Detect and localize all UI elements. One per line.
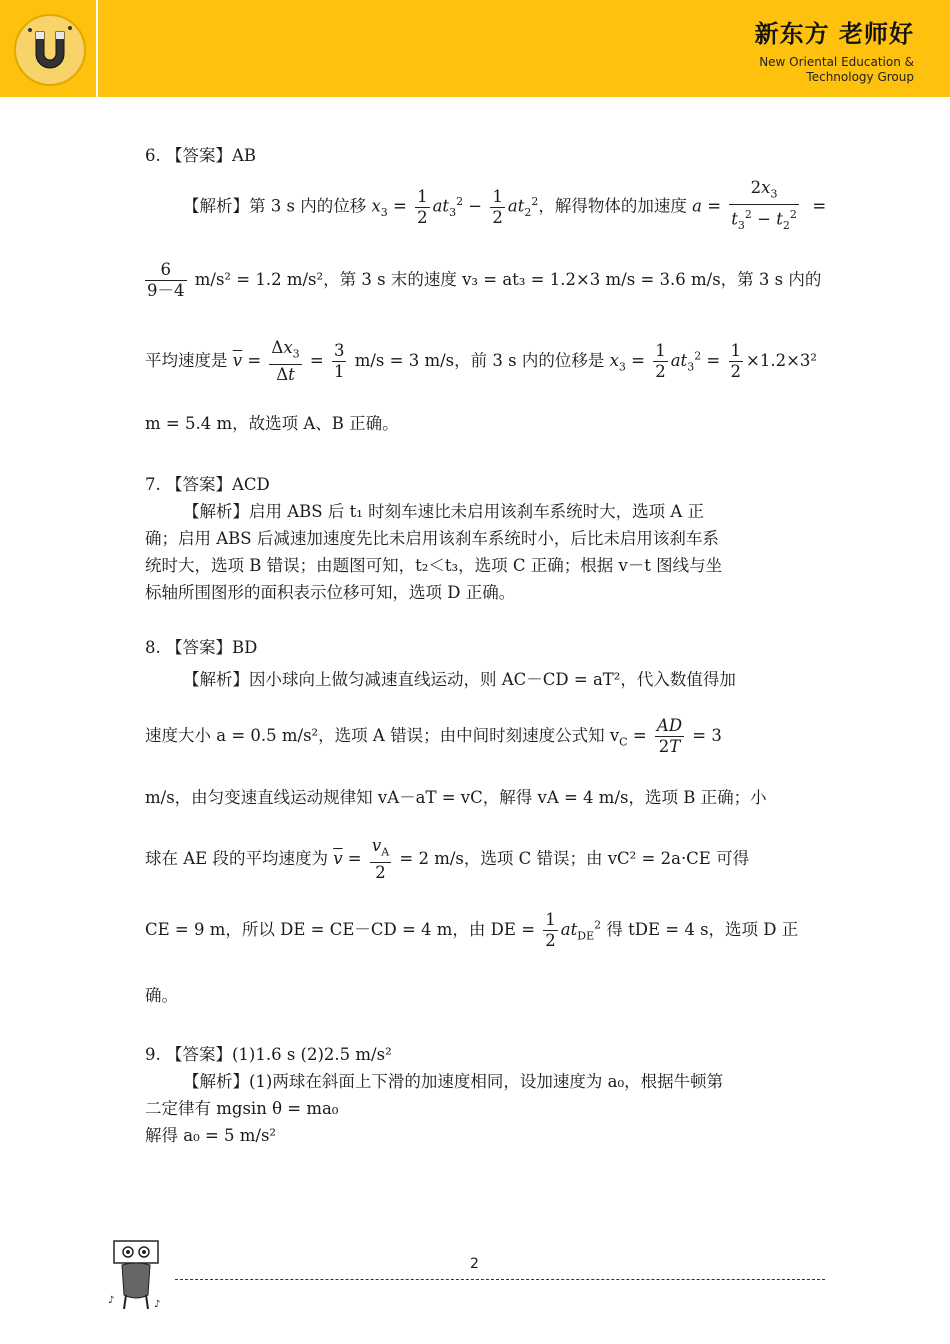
q7-line-4: 标轴所围图形的面积表示位移可知，选项 D 正确。 — [145, 583, 516, 602]
q6-line-4: m = 5.4 m，故选项 A、B 正确。 — [145, 414, 399, 433]
brand-english-2: Technology Group — [806, 70, 914, 84]
q9-line-3: 解得 a₀ = 5 m/s² — [145, 1126, 277, 1145]
q6-text: 【解析】第 3 s 内的位移 — [183, 196, 367, 216]
q7-line-3: 统时大，选项 B 错误；由题图可知，t₂＜t₃，选项 C 正确；根据 v－t 图线与坐 — [145, 556, 723, 575]
svg-text:♪: ♪ — [108, 1295, 115, 1306]
q7-line-2: 确；启用 ABS 后减速加速度先比未启用该刹车系统时小，后比未启用该刹车系 — [145, 529, 719, 548]
owl-mascot-icon — [104, 1237, 166, 1317]
q8-line-2: 速度大小 a = 0.5 m/s²，选项 A 错误；由中间时刻速度公式知 $v_C$ = $\frac{AD}{2T}$ = 3 — [145, 716, 722, 756]
brand-chinese: 新东方 老师好 — [754, 20, 914, 48]
q6-text: m/s² = 1.2 m/s²，第 3 s 末的速度 v₃ = at₃ = 1.2×3 m/s = 3.6 m/s，第 3 s 内的 — [189, 270, 822, 289]
q8-text: = 3 — [687, 726, 722, 745]
q8-line-4: 球在 AE 段的平均速度为 $\overline{v}$ = $\frac{v_A}{2}$ = 2 m/s，选项 C 错误；由 vC² = 2a·CE 可得 — [145, 836, 750, 883]
page-header — [0, 0, 950, 97]
q8-text: 速度大小 a = 0.5 m/s²，选项 A 错误；由中间时刻速度公式知 v — [145, 726, 620, 745]
q6-text: ×1.2×3² — [746, 351, 818, 371]
q6-text: 平均速度是 — [145, 351, 228, 371]
q6-line-1: 【解析】第 3 s 内的位移 $x_3$ = $\frac{1}{2}$ $at_3^2$ − $\frac{1}{2}$ $at_2^2$，解得物体的加速度 a = $\frac{2x_3}{t_3^2 - t_2^2}$ = — [183, 178, 827, 233]
q8-text: CE = 9 m，所以 DE = CE－CD = 4 m，由 DE = — [145, 920, 536, 939]
q6-text: ，解得物体的加速度 — [538, 196, 687, 216]
q9-line-1: 【解析】(1)两球在斜面上下滑的加速度相同，设加速度为 a₀，根据牛顿第 — [183, 1072, 724, 1091]
q7-answer: 7. 【答案】ACD — [145, 475, 270, 494]
q8-text: = 2 m/s，选项 C 错误；由 vC² = 2a·CE 可得 — [394, 849, 750, 869]
q8-line-5: CE = 9 m，所以 DE = CE－CD = 4 m，由 DE = $\frac{1}{2}$ $at_{DE}^2$ 得 tDE = 4 s，选项 D 正 — [145, 910, 799, 950]
q7-line-1: 【解析】启用 ABS 后 t₁ 时刻车速比未启用该刹车系统时大，选项 A 正 — [183, 502, 704, 521]
brand — [755, 14, 914, 85]
q6-text: m/s = 3 m/s，前 3 s 内的位移是 — [349, 351, 605, 371]
footer-divider — [175, 1279, 825, 1280]
page-number: 2 — [470, 1256, 479, 1272]
q9-line-2: 二定律有 mgsin θ = ma₀ — [145, 1099, 339, 1118]
brand-english-1: New Oriental Education & — [759, 55, 914, 69]
q8-line-6: 确。 — [145, 986, 178, 1005]
q8-line-3: m/s，由匀变速直线运动规律知 vA－aT = vC，解得 vA = 4 m/s，选项 B 正确；小 — [145, 788, 767, 807]
q8-text: 球在 AE 段的平均速度为 — [145, 849, 328, 869]
q6-answer: 6. 【答案】AB — [145, 146, 257, 165]
logo — [0, 0, 98, 97]
q8-answer: 8. 【答案】BD — [145, 638, 258, 657]
q6-line-3: 平均速度是 $\overline{v}$ = $\frac{\Delta x_3}{\Delta t}$ = $\frac{3}{1}$ m/s = 3 m/s，前 3 s 内的位移是 $x_3$ = $\frac{1}{2}$ $at_3^2$ = $\frac{1}{2}$ ×1.2×3² — [145, 338, 818, 385]
magnet-logo-icon — [14, 14, 86, 86]
q9-answer: 9. 【答案】(1)1.6 s (2)2.5 m/s² — [145, 1045, 392, 1064]
svg-text:♪: ♪ — [154, 1299, 161, 1310]
q8-line-1: 【解析】因小球向上做匀减速直线运动，则 AC－CD = aT²，代入数值得加 — [183, 670, 736, 689]
q8-text: 得 tDE = 4 s，选项 D 正 — [606, 920, 799, 939]
q6-line-2: $\frac{6}{9-4}$ m/s² = 1.2 m/s²，第 3 s 末的速度 v₃ = at₃ = 1.2×3 m/s = 3.6 m/s，第 3 s 内的 — [147, 260, 822, 300]
